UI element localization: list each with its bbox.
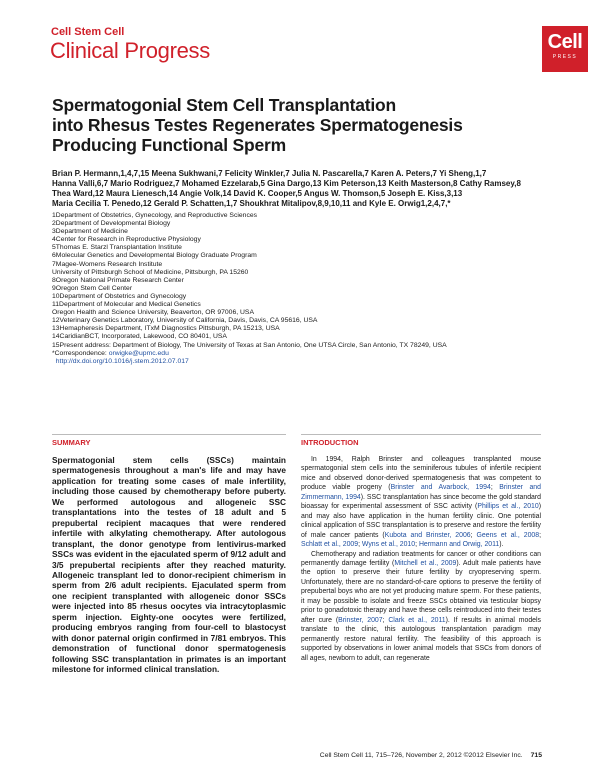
author-line: Hanna Valli,6,7 Mario Rodriguez,7 Mohamed Ezzelarab,5 Gina Dargo,13 Kim Peterson,13 Keith Masterson,8 Cathy Ramsey,8 xyxy=(52,179,521,188)
citation-link[interactable]: Geens et al., 2008 xyxy=(476,531,540,539)
journal-header xyxy=(50,26,583,66)
body-text: ). SSC transplantation has since become the gold standard bioassay for experimental assessment of SSC activity ( xyxy=(301,493,541,511)
cell-press-logo xyxy=(542,26,588,72)
affiliation-line: 3Department of Medicine xyxy=(52,228,128,236)
summary-text: Spermatogonial stem cells (SSCs) maintain spermatogenesis throughout a man's life and may have application for treating some cases of male infertility, including those caused by chemotherapy before puberty. We performed autologous and allogeneic SSC transplantations into the testes of 18 adult and 5 prepubertal recipient macaques that were rendered infertile with alkylating chemotherapy. After autologous transplant, the donor genotype from lentivirus-marked SSCs was evident in the ejaculated sperm of 9/12 adult and 3/5 prepubertal recipients after they reached maturity. Allogeneic transplant led to donor-recipient chimerism in sperm from 2/6 adult recipients. Ejaculated sperm from one recipient transplanted with allogeneic donor SSCs were injected into 85 rhesus oocytes via intracytoplasmic sperm injection. Eighty-one oocytes were fertilized, producing embryos ranging from four-cell to blastocyst with donor paternal origin confirmed in 7/81 embryos. This demonstration of functional donor spermatogenesis following SSC transplantation in primates is an important milestone for informed clinical translation. xyxy=(52,455,286,675)
author-line: Thea Ward,12 Maura Lienesch,14 Angie Volk,14 David K. Cooper,5 Angus W. Thomson,5 Joseph E. Kiss,3,13 xyxy=(52,189,463,198)
correspondence-label: *Correspondence: xyxy=(52,349,109,357)
summary-heading: SUMMARY xyxy=(52,438,91,447)
citation-link[interactable]: Wyns et al., 2010 xyxy=(361,541,416,549)
title-line: Spermatogonial Stem Cell Transplantation xyxy=(52,95,397,115)
title-line: Producing Functional Sperm xyxy=(52,135,286,155)
affiliation-line: 12Veterinary Genetics Laboratory, University of California, Davis, Davis, CA 95616, USA xyxy=(52,317,318,325)
affiliation-line: 9Oregon Stem Cell Center xyxy=(52,284,133,292)
body-text: ; xyxy=(539,531,541,539)
page-number: 715 xyxy=(530,752,542,759)
citation-link[interactable]: Hermann and Orwig, 2011 xyxy=(418,541,500,549)
author-line: Maria Cecilia T. Penedo,12 Gerald P. Schatten,1,7 Shoukhrat Mitalipov,8,9,10,11 and Kyle E. Orwig1,2,4,7,* xyxy=(52,199,451,208)
citation-link[interactable]: Kubota and Brinster, 2006 xyxy=(384,531,471,539)
affiliation-line: 5Thomas E. Starzl Transplantation Institute xyxy=(52,244,182,252)
summary-rule xyxy=(52,434,286,435)
body-text: ; xyxy=(490,484,500,492)
body-text: ). xyxy=(499,541,504,549)
affiliations xyxy=(52,212,572,366)
affiliation-line: 11Department of Molecular and Medical Genetics xyxy=(52,301,201,309)
body-text: ; xyxy=(358,541,362,549)
footer-citation: Cell Stem Cell 11, 715–726, November 2, 2012 ©2012 Elsevier Inc. xyxy=(319,752,523,759)
title-line: into Rhesus Testes Regenerates Spermatogenesis xyxy=(52,115,463,135)
introduction-heading: INTRODUCTION xyxy=(301,438,359,447)
affiliation-line: 14CaridianBCT, Incorporated, Lakewood, CO 80401, USA xyxy=(52,333,227,341)
intro-paragraph-1 xyxy=(301,455,541,550)
affiliation-line: 4Center for Research in Reproductive Physiology xyxy=(52,236,201,244)
citation-link[interactable]: Clark et al., 2011 xyxy=(388,616,446,624)
citation-link[interactable]: Brinster and Avarbock, 1994 xyxy=(390,484,491,492)
body-text: ). If results in animal models translate to the clinic, this autologous transplantation paradigm may permanently restore natural fertility. The feasibility of this approach is supported by observations in lower animal models that SSCs from donors of all ages, newborn to adult, can regenerate xyxy=(301,616,541,662)
affiliation-line: 2Department of Developmental Biology xyxy=(52,220,171,228)
author-line: Brian P. Hermann,1,4,7,15 Meena Sukhwani,7 Felicity Winkler,7 Julia N. Pascarella,7 Karen A. Peters,7 Yi Sheng,1,7 xyxy=(52,169,487,178)
intro-paragraph-2 xyxy=(301,550,541,663)
intro-rule xyxy=(301,434,541,435)
logo-cell-text: Cell xyxy=(547,31,583,53)
citation-link[interactable]: Phillips et al., 2010 xyxy=(477,503,539,511)
author-list xyxy=(52,169,552,209)
correspondence-email-link[interactable]: orwigke@upmc.edu xyxy=(108,349,169,357)
journal-name: Cell Stem Cell xyxy=(51,26,125,38)
body-text: In 1994, Ralph Brinster and colleagues transplanted mouse spermatogonial stem cells into the seminiferous tubules of infertile recipient mice and observed donor-derived spermatogenesis that was competent to produce viable progeny ( xyxy=(301,456,541,492)
body-text: Chemotherapy and radiation treatments for cancer or other conditions can permanently damage fertility ( xyxy=(301,550,541,567)
citation-link[interactable]: Schlatt et al., 2009 xyxy=(301,541,359,549)
citation-link[interactable]: Brinster, 2007 xyxy=(338,616,383,624)
body-text: ; xyxy=(470,531,477,539)
section-title: Clinical Progress xyxy=(50,38,210,63)
page-footer xyxy=(280,752,542,759)
logo-press-text: PRESS xyxy=(552,54,578,60)
article-title xyxy=(52,95,552,155)
body-text: ; xyxy=(382,616,389,624)
affiliation-line: 7Magee-Womens Research Institute xyxy=(52,260,163,268)
affiliation-line: 10Department of Obstetrics and Gynecology xyxy=(52,292,187,300)
correspondence xyxy=(52,350,572,358)
affiliation-line: 6Molecular Genetics and Developmental Biology Graduate Program xyxy=(52,252,257,260)
doi-line xyxy=(52,358,572,366)
citation-link[interactable]: Brinster and Zimmermann, 1994 xyxy=(301,484,541,501)
affiliation-line: 15Present address: Department of Biology, The University of Texas at San Antonio, One UTSA Circle, San Antonio, TX 78249, USA xyxy=(52,341,447,349)
affiliation-line: 8Oregon National Primate Research Center xyxy=(52,276,184,284)
affiliation-line: Oregon Health and Science University, Beaverton, OR 97006, USA xyxy=(52,309,254,317)
doi-link[interactable]: http://dx.doi.org/10.1016/j.stem.2012.07.017 xyxy=(55,357,189,365)
citation-link[interactable]: Mitchell et al., 2009 xyxy=(394,559,457,567)
body-text: ). Adult male patients have the option to preserve their future fertility by cryopreserving sperm. Unfortunately, there are no standard-of-care options to preserve the fertility of prepubertal boys who are not yet producing mature sperm. For these patients, it may be possible to isolate and freeze SSCs obtained via testicular biopsy prior to gonadotoxic therapy and have these cells reintroduced into their testes after cure ( xyxy=(301,559,541,624)
affiliation-line: 13Hemapheresis Department, ITxM Diagnostics Pittsburgh, PA 15213, USA xyxy=(52,325,280,333)
affiliation-line: 1Department of Obstetrics, Gynecology, and Reproductive Sciences xyxy=(52,212,258,219)
body-text: ) and may also have application in the human fertility clinic. One potential clinical application of SSC transplantation is to preserve and restore the fertility of male cancer patients ( xyxy=(301,503,542,539)
body-text: ; xyxy=(415,541,419,549)
affiliation-line: University of Pittsburgh School of Medicine, Pittsburgh, PA 15260 xyxy=(52,268,249,276)
introduction-body xyxy=(301,455,541,663)
